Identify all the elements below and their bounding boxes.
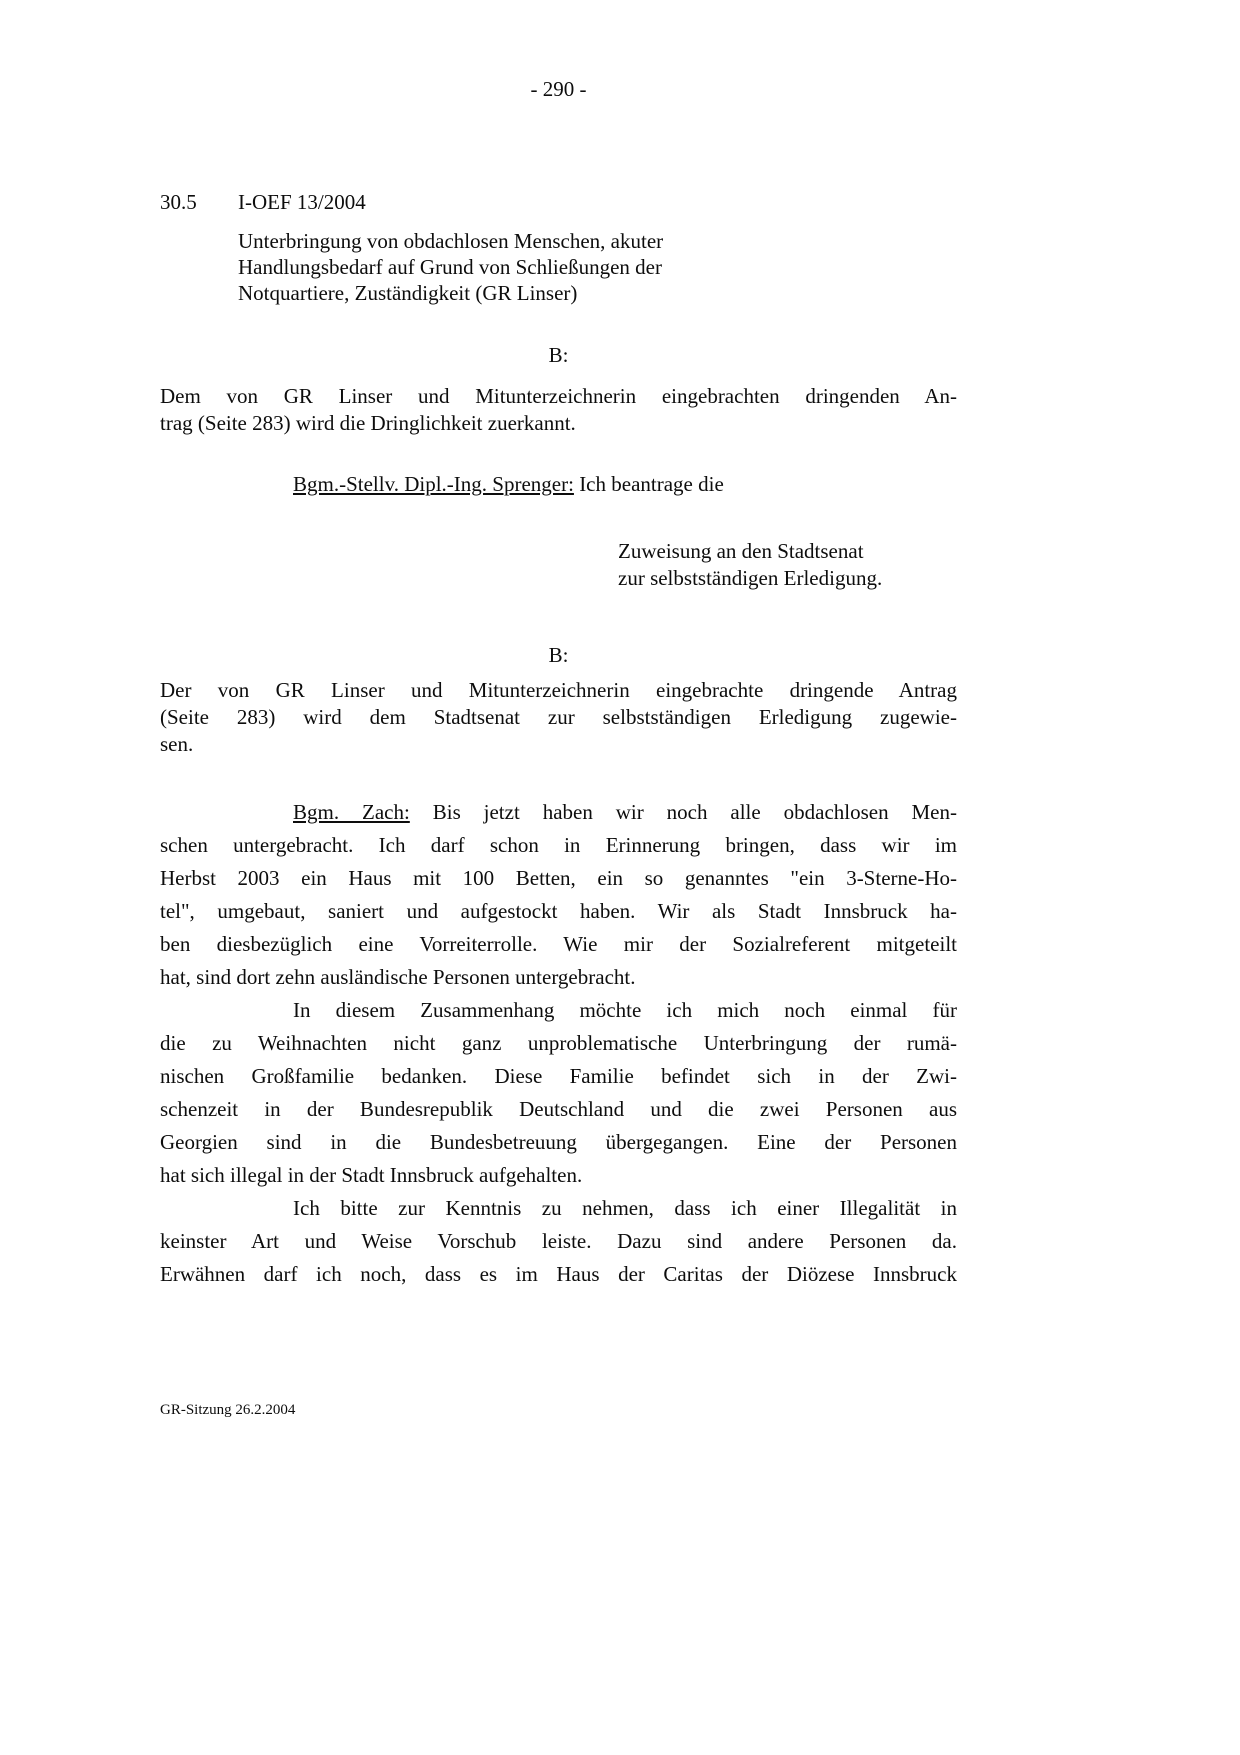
section-number: 30.5 [160,190,197,214]
zach-paragraph-2-first-line [160,994,957,1027]
page-number: - 290 - [530,77,587,101]
text-line: hat, sind dort zehn ausländische Personen untergebracht. [160,965,636,989]
text-line: zur selbstständigen Erledigung. [618,566,883,590]
text-line: Dem von GR Linser und Mitunterzeichnerin eingebrachten dringenden An- [160,384,957,408]
text-line: tel", umgebaut, saniert und aufgestockt haben. Wir als Stadt Innsbruck ha- [160,899,957,923]
speaker-name-sprenger: Bgm.-Stellv. Dipl.-Ing. Sprenger: [293,472,574,496]
zach-speech-first-line [160,796,957,829]
speaker-name-zach: Bgm. Zach: [293,800,410,824]
text-line: Der von GR Linser und Mitunterzeichnerin eingebrachte dringende Antrag [160,678,957,702]
section-heading [160,189,957,216]
zach-paragraph-2 [160,1027,957,1192]
text-line: schenzeit in der Bundesrepublik Deutschland und die zwei Personen aus [160,1097,957,1121]
text-line: keinster Art und Weise Vorschub leiste. Dazu sind andere Personen da. [160,1229,957,1253]
section-title [238,228,957,306]
section-code: I-OEF 13/2004 [238,190,366,214]
text-line: Georgien sind in die Bundesbetreuung übergegangen. Eine der Personen [160,1130,957,1154]
zach-paragraph-1 [160,829,957,994]
decision-text-2 [160,677,957,758]
decision-text-1 [160,383,957,437]
motion-text [618,538,957,592]
zach-speech-text: In diesem Zusammenhang möchte ich mich noch einmal für [293,998,957,1022]
footer-session-date: GR-Sitzung 26.2.2004 [160,1402,296,1418]
zach-speech-text: Bis jetzt haben wir noch alle obdachlosen Men- [409,800,957,824]
zach-speech [160,796,957,1291]
text-line: trag (Seite 283) wird die Dringlichkeit zuerkannt. [160,411,576,435]
text-line: Notquartiere, Zuständigkeit (GR Linser) [238,281,578,305]
zach-speech-text: Ich bitte zur Kenntnis zu nehmen, dass ich einer Illegalität in [293,1196,957,1220]
text-line: hat sich illegal in der Stadt Innsbruck aufgehalten. [160,1163,583,1187]
decision-label-2: B: [548,643,569,667]
text-line: Zuweisung an den Stadtsenat [618,539,864,563]
text-line: sen. [160,732,194,756]
text-line: schen untergebracht. Ich darf schon in Erinnerung bringen, dass wir im [160,833,957,857]
text-line: die zu Weihnachten nicht ganz unproblematische Unterbringung der rumä- [160,1031,957,1055]
text-line: Herbst 2003 ein Haus mit 100 Betten, ein so genanntes "ein 3-Sterne-Ho- [160,866,957,890]
zach-paragraph-3 [160,1225,957,1291]
text-line: Erwähnen darf ich noch, dass es im Haus der Caritas der Diözese Innsbruck [160,1262,957,1286]
text-block [160,0,957,1755]
text-line: Unterbringung von obdachlosen Menschen, akuter [238,229,664,253]
text-line: nischen Großfamilie bedanken. Diese Familie befindet sich in der Zwi- [160,1064,957,1088]
decision-label-1: B: [548,343,569,367]
text-line: (Seite 283) wird dem Stadtsenat zur selbstständigen Erledigung zugewie- [160,705,957,729]
sprenger-statement-text: Ich beantrage die [573,472,724,496]
sprenger-statement [160,471,957,498]
zach-paragraph-3-first-line [160,1192,957,1225]
text-line: Handlungsbedarf auf Grund von Schließungen der [238,255,662,279]
text-line: ben diesbezüglich eine Vorreiterrolle. Wie mir der Sozialreferent mitgeteilt [160,932,957,956]
